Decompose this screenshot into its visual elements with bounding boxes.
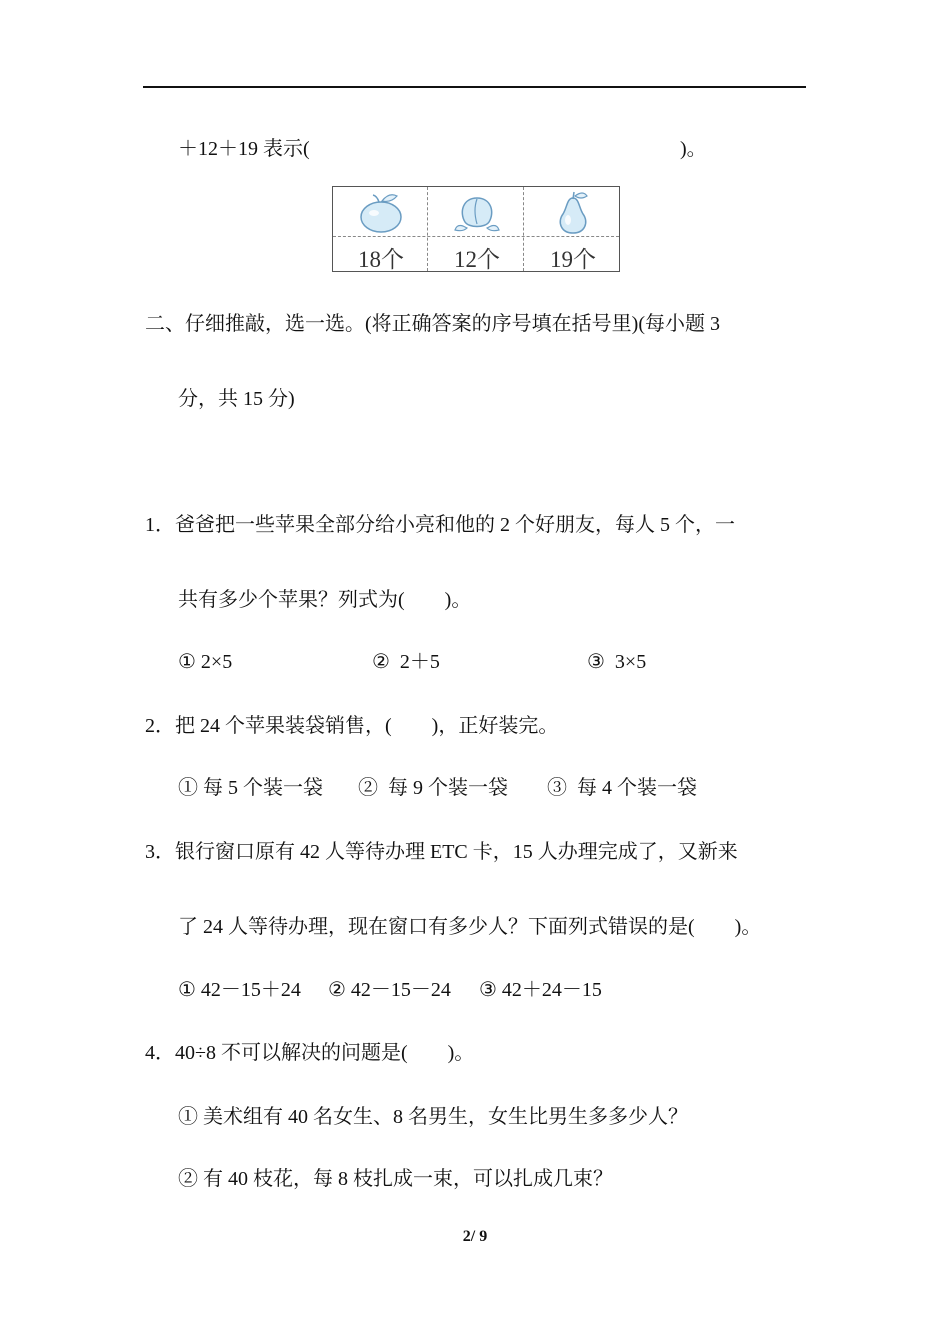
question-1-option-2: ② 2＋5 [372, 651, 440, 673]
continuation-text: ＋12＋19 表示( [178, 138, 310, 160]
peach-count: 12个 [454, 247, 500, 272]
question-1-option-3: ③ 3×5 [587, 651, 647, 673]
question-1-option-1: ① 2×5 [178, 651, 233, 673]
apple-count: 18个 [358, 247, 404, 272]
continuation-close: )。 [680, 138, 707, 160]
question-1-text: 1．爸爸把一些苹果全部分给小亮和他的 2 个好朋友，每人 5 个，一 [145, 514, 735, 536]
question-4-text: 4．40÷8 不可以解决的问题是( )。 [145, 1042, 475, 1064]
section-heading-cont: 分，共 15 分) [178, 388, 295, 410]
question-3-text-cont: 了 24 人等待办理，现在窗口有多少人？下面列式错误的是( )。 [178, 916, 762, 938]
section-heading: 二、仔细推敲，选一选。(将正确答案的序号填在括号里)(每小题 3 [145, 313, 720, 335]
pear-icon [547, 190, 599, 236]
question-3-option-2: ② 42－15－24 [328, 979, 451, 1001]
page-number: 2/ 9 [462, 1228, 488, 1245]
pear-count: 19个 [550, 247, 596, 272]
question-4-option-2: ② 有 40 枝花，每 8 枝扎成一束，可以扎成几束？ [178, 1168, 613, 1190]
question-2-option-1: ① 每 5 个装一袋 [178, 777, 323, 799]
question-3-option-3: ③ 42＋24－15 [479, 979, 602, 1001]
question-4-option-1: ① 美术组有 40 名女生、8 名男生，女生比男生多多少人？ [178, 1106, 688, 1128]
question-3-text: 3．银行窗口原有 42 人等待办理 ETC 卡，15 人办理完成了，又新来 [145, 841, 738, 863]
question-1-text-cont: 共有多少个苹果？列式为( )。 [178, 589, 472, 611]
question-2-option-2: ② 每 9 个装一袋 [358, 777, 508, 799]
header-rule [143, 86, 806, 88]
question-2-option-3: ③ 每 4 个装一袋 [547, 777, 697, 799]
question-3-option-1: ① 42－15＋24 [178, 979, 301, 1001]
row-divider [333, 236, 619, 237]
question-2-text: 2．把 24 个苹果装袋销售，( )，正好装完。 [145, 715, 559, 737]
fruit-count-table [332, 186, 620, 272]
apple-icon [355, 190, 407, 234]
peach-icon [451, 190, 503, 234]
